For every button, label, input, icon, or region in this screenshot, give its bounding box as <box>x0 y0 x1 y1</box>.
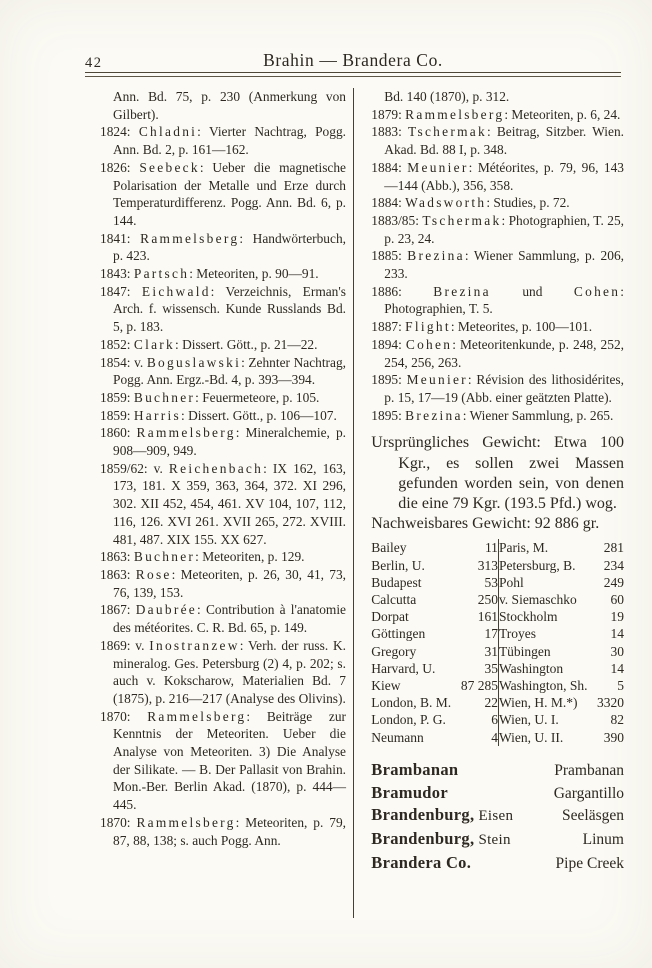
weights-table-row <box>371 711 624 728</box>
bibliography-entry <box>371 123 624 158</box>
meteorite-name: Bramudor <box>371 782 448 802</box>
cross-reference-row <box>371 782 624 805</box>
author-name: Flight <box>405 319 451 335</box>
entry-text: : IX 162, 163, 173, 181. X 359, 363, 364, 372. XI 296, 302. XII 452, 454, 461. XV 104, 107, 112, 116, 126. XVI 261. XVII 265, 272. XVIII. 481, 487. XIX 155. XX 627. <box>113 460 347 547</box>
weight-value: 161 <box>458 608 499 625</box>
entry-text: : Feuermeteore, p. 105. <box>195 389 320 405</box>
bibliography-entry <box>100 460 346 549</box>
entry-text: : Dissert. Gött., p. 106—107. <box>181 407 337 423</box>
weight-paragraph: Nachweisbares Gewicht: 92 886 gr. <box>371 515 600 533</box>
entry-text: : Contribution à l'anatomie des météorites. C. R. Bd. 65, p. 149. <box>113 602 346 636</box>
weight-value: 17 <box>458 625 499 642</box>
entry-text: 1894: <box>371 336 406 352</box>
collection-name: Calcutta <box>371 591 417 607</box>
entry-text: und <box>490 283 574 299</box>
weights-table-row <box>371 539 624 556</box>
weight-paragraph: Ursprüngliches Gewicht: Etwa 100 Kgr., es sollen zwei Massen gefunden worden sein, von denen die eine 79 Kgr. (193.5 Pfd.) wog. <box>371 434 624 512</box>
entry-text: 1884: <box>371 159 408 175</box>
entry-text: 1860: <box>100 425 137 441</box>
collection-name: Pohl <box>498 574 524 590</box>
collection-name: Neumann <box>371 729 424 745</box>
author-name: Seebeck <box>139 159 200 175</box>
entry-text: 1886: <box>371 283 434 299</box>
author-name: Harris <box>133 407 181 423</box>
weight-value: 22 <box>458 694 499 711</box>
collection-name: Tübingen <box>498 643 551 659</box>
weight-value: 30 <box>610 643 624 659</box>
weight-value: 3320 <box>597 695 624 711</box>
author-name: Brezina <box>405 407 463 423</box>
weights-table-row <box>371 694 624 711</box>
bibliography-entry <box>371 336 624 371</box>
entry-text: : Photographien, T. 5. <box>384 283 624 317</box>
collection-name: Troyes <box>498 626 536 642</box>
cross-reference-target: Prambanan <box>554 761 624 779</box>
entry-text: 1859: <box>100 389 134 405</box>
entry-text: : Beitrag, Sitzber. Wien. Akad. Bd. 88 I, p. 348. <box>384 124 624 158</box>
entry-text: : Verh. der russ. K. mineralog. Ges. Petersburg (2) 4, p. 202; s. auch v. Kokscharow, Materialien Bd. 7 (1875), p. 216—217 (Analyse des Olivins). <box>113 637 346 706</box>
left-column <box>100 88 346 918</box>
weights-table-row <box>371 729 624 746</box>
cross-reference-list <box>371 759 624 875</box>
weight-value: 35 <box>458 660 499 677</box>
weight-value: 14 <box>610 626 624 642</box>
entry-text: 1869: v. <box>100 637 150 653</box>
entry-text: : Verzeichnis, Erman's Arch. f. wissensch. Kunde Russlands Bd. 5, p. 183. <box>113 283 346 335</box>
meteorite-name: Brandenburg, Stein <box>371 829 511 849</box>
collection-name: Wien, U. II. <box>498 729 564 745</box>
entry-text: 1852: <box>100 336 134 352</box>
entry-text: : Handwörterbuch, p. 423. <box>113 230 346 264</box>
bibliography-entry <box>100 814 346 849</box>
bibliography-entry <box>371 318 624 336</box>
bibliography-entry <box>371 371 624 406</box>
entry-text: 1885: <box>371 248 408 264</box>
page-header <box>85 50 621 72</box>
bibliography-entry <box>371 283 624 318</box>
bibliography-entry <box>371 194 624 212</box>
entry-text: : Studies, p. 72. <box>486 195 570 211</box>
weight-value: 60 <box>610 591 624 607</box>
entry-text: 1867: <box>100 602 136 618</box>
collection-name: Wien, H. M.*) <box>498 695 578 711</box>
weight-value: 390 <box>603 729 624 745</box>
author-name: Rammelsberg <box>136 814 236 830</box>
entry-text: : Wiener Sammlung, p. 265. <box>462 407 614 423</box>
bibliography-entry <box>100 123 346 158</box>
entry-text: Bd. 140 (1870), p. 312. <box>384 89 510 104</box>
weight-section <box>371 433 624 534</box>
entry-text: 1870: <box>100 708 148 724</box>
entry-text: : Révision des lithosidérites, p. 15, 17—19 (Abb. einer geätzten Platte). <box>384 372 624 405</box>
entry-text: 1824: <box>100 124 139 140</box>
weight-value: 249 <box>603 574 624 590</box>
cross-reference-target: Pipe Creek <box>555 855 624 872</box>
cross-reference-target: Linum <box>582 831 624 849</box>
entry-text: 1863: <box>100 549 134 565</box>
entry-text: Ann. Bd. 75, p. 230 (Anmerkung von Gilbert). <box>113 89 346 122</box>
author-name: Buchner <box>133 549 196 565</box>
bibliography-entry <box>371 159 624 194</box>
entry-text: 1847: <box>100 283 142 299</box>
weight-value: 11 <box>458 539 499 556</box>
meteorite-name-qualifier: Eisen <box>474 808 514 825</box>
weights-table-row <box>371 591 624 608</box>
bibliography-entry <box>100 265 346 283</box>
weight-value: 4 <box>458 729 499 746</box>
collection-name: Petersburg, B. <box>498 557 576 573</box>
cross-reference-target: Gargantillo <box>553 784 624 802</box>
meteorite-name: Brandenburg, Eisen <box>371 805 514 825</box>
entry-text: 1887: <box>371 319 406 335</box>
author-name: Daubrée <box>135 602 198 618</box>
weight-value: 6 <box>458 711 499 728</box>
entry-text: : Meteorites, p. 100—101. <box>450 319 593 335</box>
cross-reference-row <box>371 828 624 852</box>
collection-name: Wien, U. I. <box>498 712 559 728</box>
entry-text: : Meteoriten, p. 26, 30, 41, 73, 76, 139, 153. <box>113 566 346 600</box>
author-name: Clark <box>133 336 175 352</box>
author-name: Reichenbach <box>168 460 264 476</box>
author-name: Brezina <box>407 248 465 264</box>
bibliography-entry <box>100 336 346 354</box>
weight-value: 53 <box>458 574 499 591</box>
cross-reference-row <box>371 852 624 875</box>
entry-text: : Meteoriten, p. 90—91. <box>189 266 319 282</box>
bibliography-entry <box>100 708 346 814</box>
entry-text: 1883/85: <box>371 212 423 228</box>
entry-text: 1843: <box>100 266 134 282</box>
collection-name: Göttingen <box>371 626 426 642</box>
collection-name: Budapest <box>371 574 422 590</box>
entry-text: 1895: <box>371 372 407 388</box>
bibliography-entry <box>371 407 624 425</box>
author-name: Meunier <box>407 159 469 175</box>
collection-name: London, B. M. <box>371 695 452 711</box>
entry-text: 1859/62: v. <box>100 460 169 476</box>
author-name: Meunier <box>406 372 468 388</box>
header-rule <box>85 72 621 77</box>
collection-name: London, P. G. <box>371 712 446 728</box>
bibliography-entry <box>100 159 346 230</box>
author-name: Partsch <box>133 266 190 282</box>
cross-reference-row <box>371 804 624 828</box>
bibliography-entry <box>100 389 346 407</box>
collection-name: Bailey <box>371 540 407 556</box>
weight-value: 82 <box>610 712 624 728</box>
weights-table-row <box>371 643 624 660</box>
bibliography-entry <box>371 106 624 124</box>
running-title: Brahin — Brandera Co. <box>263 50 443 70</box>
author-name: Cohen <box>573 283 621 299</box>
bibliography-entry <box>100 230 346 265</box>
entry-text: : Wiener Sammlung, p. 206, 233. <box>384 248 624 282</box>
entry-text: 1863: <box>100 566 136 582</box>
weight-value: 31 <box>458 643 499 660</box>
collection-name: Paris, M. <box>498 540 549 556</box>
collection-name: Washington <box>498 660 564 676</box>
author-name: Rammelsberg <box>405 106 505 122</box>
collection-name: Stockholm <box>498 609 558 625</box>
entry-text: 1826: <box>100 159 140 175</box>
entry-text: 1879: <box>371 106 406 122</box>
cross-reference-target: Seeläsgen <box>562 807 624 825</box>
entry-text: : Mineralchemie, p. 908—909, 949. <box>113 425 346 459</box>
entry-text: : Meteoriten, p. 129. <box>195 549 305 565</box>
weights-table-row <box>371 660 624 677</box>
weights-table-row <box>371 625 624 642</box>
entry-text: : Meteoritenkunde, p. 248, 252, 254, 256, 263. <box>384 336 624 370</box>
entry-text: : Météorites, p. 79, 96, 143—144 (Abb.), 356, 358. <box>384 159 624 193</box>
bibliography-entry <box>371 247 624 282</box>
bibliography-entry <box>100 424 346 459</box>
weights-table-row <box>371 608 624 625</box>
weight-value: 19 <box>610 609 624 625</box>
weight-value: 14 <box>610 660 624 676</box>
author-name: Wadsworth <box>405 195 487 211</box>
bibliography-entry <box>100 637 346 708</box>
two-column-layout <box>100 88 624 918</box>
entry-text: 1883: <box>371 124 408 140</box>
collection-name: Washington, Sh. <box>498 678 588 693</box>
weights-table-row <box>371 574 624 591</box>
weights-table-row <box>371 677 624 694</box>
entry-text: : Beiträge zur Kenntnis der Meteoriten. Ueber die Analyse von Meteoriten. 3) Die Analyse der Silikate. — B. Der Pallasit von Brahin. Mon.-Ber. Berlin Akad. (1870), p. 444—445. <box>113 708 347 813</box>
entry-text: 1854: v. <box>100 354 147 370</box>
author-name: Buchner <box>133 389 196 405</box>
author-name: Inostranzew <box>149 637 240 653</box>
collection-name: v. Siemaschko <box>498 591 577 607</box>
bibliography-entry <box>100 566 346 601</box>
author-name: Tschermak <box>422 212 502 228</box>
author-name: Cohen <box>405 336 453 352</box>
bibliography-entry <box>100 407 346 425</box>
entry-text: : Meteoriten, p. 6, 24. <box>504 106 621 122</box>
entry-text: : Dissert. Gött., p. 21—22. <box>175 336 318 352</box>
entry-text: : Meteoriten, p. 79, 87, 88, 138; s. auch Pogg. Ann. <box>113 814 347 848</box>
author-name: Eichwald <box>141 283 211 299</box>
page-number: 42 <box>85 55 103 71</box>
collection-name: Dorpat <box>371 609 409 625</box>
weights-table-row <box>371 557 624 574</box>
weight-value: 313 <box>458 557 499 574</box>
weight-value: 87 285 <box>458 677 499 694</box>
right-column <box>354 88 624 918</box>
entry-text: 1884: <box>371 195 406 211</box>
meteorite-name: Brandera Co. <box>371 853 472 872</box>
entry-text: 1841: <box>100 230 141 246</box>
cross-reference-row <box>371 759 624 782</box>
weight-value: 281 <box>603 540 624 556</box>
bibliography-entry <box>100 601 346 636</box>
meteorite-name-qualifier: Stein <box>474 832 511 849</box>
entry-text: : Ueber die magnetische Polarisation der Metalle und Erze durch Temperaturdifferenz. Pogg. Ann. Bd. 6, p. 144. <box>113 159 346 228</box>
bibliography-entry <box>100 548 346 566</box>
bibliography-entry <box>100 354 346 389</box>
entry-text: : Photographien, T. 25, p. 23, 24. <box>384 212 624 246</box>
meteorite-name: Brambanan <box>371 759 459 779</box>
entry-text: 1870: <box>100 814 137 830</box>
author-name: Rose <box>135 566 172 582</box>
entry-text: 1895: <box>371 407 406 423</box>
collection-name: Berlin, U. <box>371 557 425 573</box>
author-name: Tschermak <box>407 124 487 140</box>
entry-text: : Vierter Nachtrag, Pogg. Ann. Bd. 2, p. 161—162. <box>113 124 346 158</box>
entry-text: : Zehnter Nachtrag, Pogg. Ann. Ergz.-Bd. 4, p. 393—394. <box>113 354 346 388</box>
collection-name: Harvard, U. <box>371 660 436 676</box>
bibliography-entry <box>371 212 624 247</box>
author-name: Brezina <box>433 283 491 299</box>
author-name: Rammelsberg <box>136 425 236 441</box>
author-name: Chladni <box>138 124 198 140</box>
collection-weights-table <box>371 539 624 745</box>
entry-text: 1859: <box>100 407 134 423</box>
weight-value: 250 <box>458 591 499 608</box>
bibliography-entry <box>100 88 346 123</box>
right-bibliography <box>371 88 624 424</box>
bibliography-entry <box>371 88 624 106</box>
collection-name: Kiew <box>371 678 401 693</box>
collection-name: Gregory <box>371 643 417 659</box>
weight-value: 234 <box>603 557 624 573</box>
weight-value: 5 <box>617 678 624 693</box>
author-name: Rammelsberg <box>140 230 240 246</box>
author-name: Boguslawski <box>146 354 242 370</box>
author-name: Rammelsberg <box>147 708 247 724</box>
bibliography-entry <box>100 283 346 336</box>
